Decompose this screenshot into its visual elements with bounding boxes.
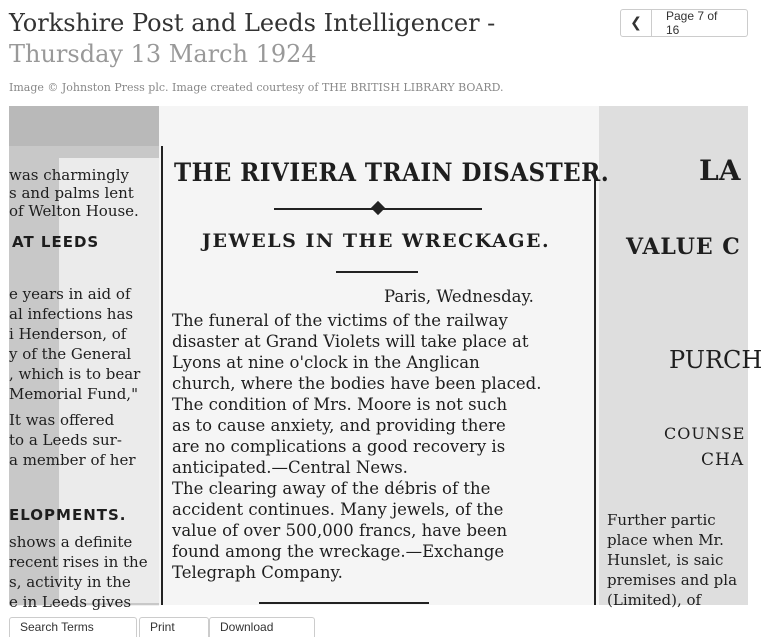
newspaper-scan bbox=[9, 106, 762, 611]
left-col-line: , which is to bear bbox=[9, 365, 141, 383]
left-col-heading: AT LEEDS bbox=[12, 233, 100, 251]
left-col-line: al infections has bbox=[9, 305, 134, 323]
right-col-line: place when Mr. bbox=[607, 531, 724, 549]
right-col-line: Further partic bbox=[607, 511, 716, 529]
newspaper-title: Yorkshire Post and Leeds Intelligencer - bbox=[9, 9, 496, 37]
article-headline: THE RIVIERA TRAIN DISASTER. bbox=[174, 158, 610, 187]
page-navigator bbox=[620, 9, 748, 37]
issue-date: Thursday 13 March 1924 bbox=[9, 40, 317, 68]
print-button[interactable]: Print bbox=[139, 617, 209, 637]
left-col-line: i Henderson, of bbox=[9, 325, 127, 343]
bottom-toolbar bbox=[9, 617, 315, 637]
right-col-line: (Limited), of bbox=[607, 591, 702, 609]
left-col-line: y of the General bbox=[9, 345, 132, 363]
short-rule bbox=[336, 271, 418, 273]
article-line: disaster at Grand Violets will take place at bbox=[172, 332, 529, 351]
article-dateline: Paris, Wednesday. bbox=[384, 287, 534, 306]
download-button[interactable]: Download bbox=[209, 617, 315, 637]
right-col-heading: COUNSE bbox=[664, 424, 746, 443]
search-terms-button[interactable]: Search Terms bbox=[9, 617, 137, 637]
left-col-heading: ELOPMENTS. bbox=[9, 506, 127, 524]
article-subhead: JEWELS IN THE WRECKAGE. bbox=[202, 230, 551, 252]
right-col-heading: VALUE C bbox=[626, 234, 741, 260]
left-col-line: recent rises in the bbox=[9, 553, 148, 571]
article-line: church, where the bodies have been placed. bbox=[172, 374, 542, 393]
left-col-line: of Welton House. bbox=[9, 202, 139, 220]
left-col-line: was charmingly bbox=[9, 166, 129, 184]
article-line: as to cause anxiety, and providing there bbox=[172, 416, 506, 435]
article-line: anticipated.—Central News. bbox=[172, 458, 408, 477]
chevron-left-icon: ❮ bbox=[630, 15, 642, 31]
right-col-heading: LA bbox=[699, 154, 741, 187]
right-col-line: Hunslet, is saic bbox=[607, 551, 724, 569]
left-col-line: e years in aid of bbox=[9, 285, 131, 303]
previous-page-button[interactable] bbox=[620, 9, 652, 37]
section-rule bbox=[259, 602, 429, 604]
article-line: The clearing away of the débris of the bbox=[172, 479, 491, 498]
left-col-line: to a Leeds sur- bbox=[9, 431, 122, 449]
left-col-line: s, activity in the bbox=[9, 573, 131, 591]
page-indicator[interactable]: Page 7 of 16 bbox=[652, 9, 748, 37]
left-col-line: Memorial Fund," bbox=[9, 385, 138, 403]
image-credit: Image © Johnston Press plc. Image created courtesy of THE BRITISH LIBRARY BOARD. bbox=[9, 81, 504, 94]
left-col-line: s and palms lent bbox=[9, 184, 134, 202]
left-col-line: shows a definite bbox=[9, 533, 133, 551]
right-col-heading: CHA bbox=[701, 450, 745, 470]
left-col-line: a member of her bbox=[9, 451, 136, 469]
left-col-line: It was offered bbox=[9, 411, 115, 429]
article-line: are no complications a good recovery is bbox=[172, 437, 506, 456]
right-col-line: premises and pla bbox=[607, 571, 738, 589]
article-line: accident continues. Many jewels, of the bbox=[172, 500, 504, 519]
right-col-heading: PURCH bbox=[669, 346, 762, 374]
left-col-line: e in Leeds gives bbox=[9, 593, 132, 611]
article-line: value of over 500,000 francs, have been bbox=[172, 521, 508, 540]
article-line: found among the wreckage.—Exchange bbox=[172, 542, 505, 561]
article-line: Telegraph Company. bbox=[172, 563, 343, 582]
page-title bbox=[9, 8, 609, 70]
article-line: The funeral of the victims of the railway bbox=[172, 311, 508, 330]
article-line: Lyons at nine o'clock in the Anglican bbox=[172, 353, 480, 372]
article-line: The condition of Mrs. Moore is not such bbox=[172, 395, 508, 414]
